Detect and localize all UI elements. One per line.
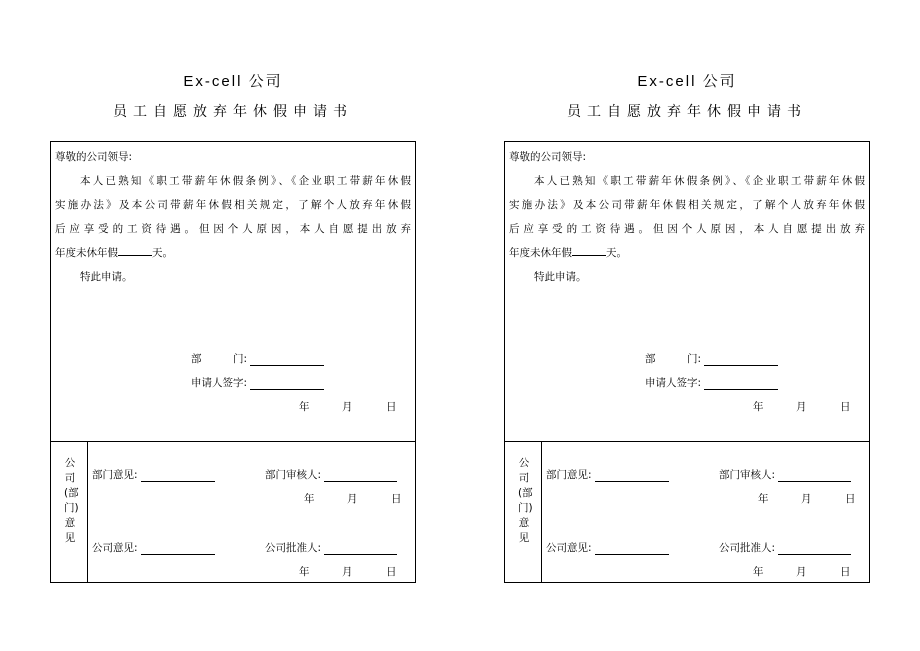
form-title: 员工自愿放弃年休假申请书: [113, 104, 353, 120]
dept-opinion-field[interactable]: [141, 470, 215, 482]
dept-field[interactable]: [704, 354, 778, 366]
body-line-4-pre: 年度未休年假: [509, 247, 572, 259]
dept-reviewer-label: 部门审核人:: [719, 469, 776, 481]
side-label: 公司(部门)意见: [64, 457, 79, 544]
application-date: [505, 399, 869, 413]
side-label-cell: [505, 442, 542, 582]
dept-reviewer-field[interactable]: [778, 470, 851, 482]
date-day: 日: [391, 493, 402, 505]
body-line-2: 实施办法》及本公司带薪年休假相关规定，了解个人放弃年休假: [509, 199, 865, 211]
body-line-4-pre: 年度未休年假: [55, 247, 118, 259]
dept-reviewer-row: [719, 467, 851, 482]
company-opinion-label: 公司意见:: [92, 542, 138, 554]
dept-label: 部 门:: [191, 353, 248, 365]
side-label: 公司(部门)意见: [518, 457, 533, 544]
applicant-row: [645, 375, 778, 390]
dept-label: 部 门:: [645, 353, 702, 365]
date-year: 年: [753, 566, 764, 578]
dept-opinion-field[interactable]: [595, 470, 669, 482]
body-line-1: 本人已熟知《职工带薪年休假条例》、《企业职工带薪年休假: [534, 175, 865, 187]
body-line-1: 本人已熟知《职工带薪年休假条例》、《企业职工带薪年休假: [80, 175, 411, 187]
application-date: [51, 399, 415, 413]
company-approval-date: [505, 564, 869, 578]
date-month: 月: [342, 401, 353, 413]
form-box: [504, 141, 870, 583]
date-year: 年: [299, 566, 310, 578]
company-opinion-row: [92, 540, 215, 555]
body-line-4: [55, 245, 173, 260]
body-line-3: 后应享受的工资待遇。但因个人原因，本人自愿提出放弃: [55, 223, 411, 235]
company-title: Ex-cell 公司: [183, 73, 283, 90]
date-month: 月: [801, 493, 812, 505]
company-title: Ex-cell 公司: [637, 73, 737, 90]
company-opinion-field[interactable]: [141, 543, 215, 555]
company-opinion-field[interactable]: [595, 543, 669, 555]
company-approval-date: [51, 564, 415, 578]
date-day: 日: [386, 401, 397, 413]
dept-row: [645, 351, 778, 366]
date-year: 年: [299, 401, 310, 413]
date-year: 年: [753, 401, 764, 413]
approval-section: [505, 442, 869, 582]
form-title: 员工自愿放弃年休假申请书: [567, 104, 807, 120]
body-line-4-post: 天。: [606, 247, 627, 259]
closing: 特此申请。: [80, 271, 133, 283]
side-label-cell: [51, 442, 88, 582]
date-day: 日: [840, 401, 851, 413]
body-line-4: [509, 245, 627, 260]
applicant-label: 申请人签字:: [645, 377, 702, 389]
dept-row: [191, 351, 324, 366]
dept-opinion-row: [92, 467, 215, 482]
company-approver-field[interactable]: [778, 543, 851, 555]
body-line-2: 实施办法》及本公司带薪年休假相关规定，了解个人放弃年休假: [55, 199, 411, 211]
date-day: 日: [386, 566, 397, 578]
company-opinion-label: 公司意见:: [546, 542, 592, 554]
company-approver-label: 公司批准人:: [265, 542, 322, 554]
dept-review-date: [51, 491, 415, 505]
closing: 特此申请。: [534, 271, 587, 283]
company-approver-row: [265, 540, 397, 555]
company-approver-field[interactable]: [324, 543, 397, 555]
dept-opinion-label: 部门意见:: [546, 469, 592, 481]
applicant-row: [191, 375, 324, 390]
date-month: 月: [796, 566, 807, 578]
date-day: 日: [845, 493, 856, 505]
dept-opinion-row: [546, 467, 669, 482]
salutation: 尊敬的公司领导:: [509, 151, 587, 163]
company-opinion-row: [546, 540, 669, 555]
body-line-4-post: 天。: [152, 247, 173, 259]
date-year: 年: [304, 493, 315, 505]
days-blank[interactable]: [572, 245, 606, 256]
date-month: 月: [796, 401, 807, 413]
date-day: 日: [840, 566, 851, 578]
dept-opinion-label: 部门意见:: [92, 469, 138, 481]
form-box: [50, 141, 416, 583]
company-approver-row: [719, 540, 851, 555]
date-month: 月: [347, 493, 358, 505]
company-approver-label: 公司批准人:: [719, 542, 776, 554]
application-section: [505, 142, 869, 442]
dept-reviewer-field[interactable]: [324, 470, 397, 482]
dept-field[interactable]: [250, 354, 324, 366]
applicant-label: 申请人签字:: [191, 377, 248, 389]
days-blank[interactable]: [118, 245, 152, 256]
dept-reviewer-label: 部门审核人:: [265, 469, 322, 481]
applicant-signature-field[interactable]: [704, 378, 778, 390]
application-section: [51, 142, 415, 442]
applicant-signature-field[interactable]: [250, 378, 324, 390]
dept-review-date: [505, 491, 869, 505]
date-year: 年: [758, 493, 769, 505]
date-month: 月: [342, 566, 353, 578]
salutation: 尊敬的公司领导:: [55, 151, 133, 163]
body-line-3: 后应享受的工资待遇。但因个人原因，本人自愿提出放弃: [509, 223, 865, 235]
approval-section: [51, 442, 415, 582]
dept-reviewer-row: [265, 467, 397, 482]
